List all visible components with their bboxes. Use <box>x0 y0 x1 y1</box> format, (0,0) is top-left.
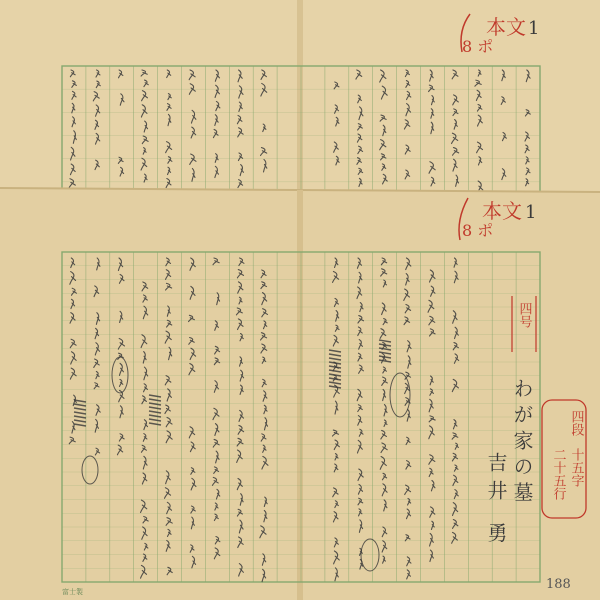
layout-note-line2: 十五字 <box>568 448 584 487</box>
bottom-sheet <box>0 188 600 600</box>
layout-note-line1: 四段 <box>568 410 584 436</box>
catalog-number: 188 <box>546 577 571 592</box>
manuscript-title: わが家の墓 <box>510 378 534 508</box>
section-label: 四号 <box>516 302 532 328</box>
top-stamp-lower: 8 ポ <box>462 37 494 56</box>
bottom-stamp-upper: 本文 <box>482 199 522 223</box>
top-sheet-fold <box>297 0 303 205</box>
bottom-sheet-grid <box>62 252 540 582</box>
layout-note-line3: 二十五行 <box>550 448 566 500</box>
manuscript-author: 吉井 勇 <box>484 452 508 551</box>
top-sheet <box>0 0 600 205</box>
bottom-stamp-lower: 8 ポ <box>462 221 494 240</box>
footer-printer-mark: 富士製 <box>62 588 83 596</box>
bottom-page-number: 1 <box>525 202 537 223</box>
top-stamp-upper: 本文 <box>486 15 526 39</box>
top-page-number: 1 <box>528 18 540 39</box>
top-sheet-grid <box>62 66 540 205</box>
